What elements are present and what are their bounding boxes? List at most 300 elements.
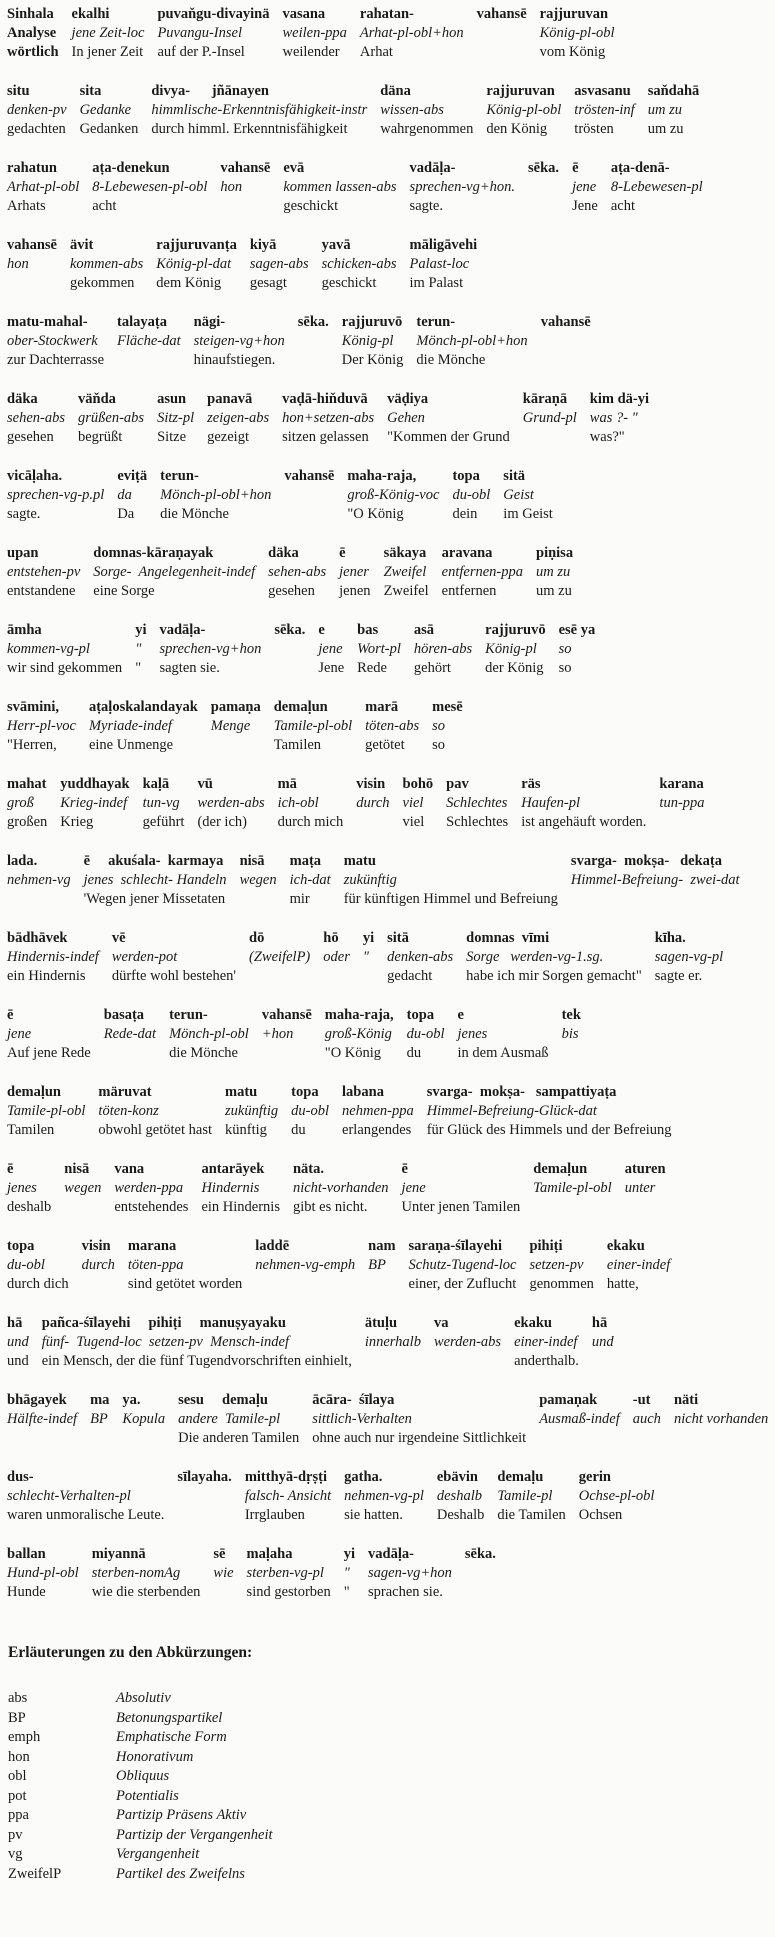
analysis-gloss: kommen-vg-pl [7, 641, 90, 657]
sinhala-word: yavā [321, 237, 351, 253]
german-gloss: genommen [529, 1276, 594, 1292]
sinhala-word: antarāyek [201, 1161, 265, 1177]
sinhala-word: topa [406, 1007, 435, 1023]
sinhala-word: ekaku [606, 1238, 645, 1254]
sinhala-word: mahat [7, 776, 47, 792]
german-gloss: In jener Zeit [71, 44, 144, 60]
abbreviation-code: pot [8, 1787, 27, 1804]
sinhala-word: sesu demaḷu [178, 1392, 268, 1408]
analysis-gloss: jenes [7, 1180, 37, 1196]
analysis-gloss: Myriade-indef [88, 718, 172, 734]
german-gloss: im Geist [503, 506, 553, 522]
sinhala-word: māligāvehi [409, 237, 478, 253]
gloss-column [42, 1314, 352, 1371]
gloss-column [178, 1391, 299, 1448]
german-gloss: entstehendes [114, 1199, 189, 1215]
sinhala-word: väňda [78, 391, 116, 407]
sinhala-word: dō [249, 930, 265, 946]
gloss-column [625, 1160, 666, 1217]
sinhala-word: vahansē [7, 237, 57, 253]
analysis-gloss: (ZweifelP) [249, 949, 311, 965]
sinhala-word: vahansē [284, 468, 335, 484]
german-gloss [220, 197, 270, 216]
german-gloss: großen [7, 814, 48, 830]
abbreviation-row [8, 1845, 771, 1865]
gloss-column [442, 544, 523, 601]
sinhala-word: kiyā [249, 237, 277, 253]
german-gloss: du [406, 1045, 422, 1061]
analysis-gloss: König-pl-obl [539, 25, 615, 41]
sinhala-word: mesē [432, 699, 463, 715]
gloss-column [7, 390, 65, 447]
sinhala-word: dus- [7, 1469, 34, 1485]
abbreviation-meaning: Betonungspartikel [116, 1709, 223, 1726]
german-gloss [323, 967, 350, 986]
sinhala-word: marā [365, 699, 399, 715]
gloss-column [298, 313, 329, 370]
analysis-gloss: sehen-abs [7, 410, 65, 426]
sinhala-word: karana [659, 776, 704, 792]
german-gloss: " [135, 660, 142, 676]
german-gloss [90, 1429, 109, 1448]
german-gloss: Krieg [60, 814, 94, 830]
german-gloss: Rede [357, 660, 387, 676]
analysis-gloss: nehmen-vg-pl [344, 1488, 424, 1504]
analysis-gloss: kommen-abs [69, 256, 144, 272]
sinhala-word: asun [157, 391, 187, 407]
gloss-column [7, 1314, 29, 1371]
analysis-gloss: um zu [536, 564, 571, 580]
german-gloss [674, 1429, 768, 1448]
gloss-column [90, 1391, 109, 1448]
german-gloss: gedacht [387, 968, 433, 984]
sinhala-word: yuddhayak [60, 776, 130, 792]
sinhala-word: bas [357, 622, 379, 638]
german-gloss: ist angehäuft worden. [521, 814, 647, 830]
analysis-gloss: sagen-vg-pl [654, 949, 724, 965]
sinhala-word: väḍiya [387, 391, 429, 407]
gloss-block [7, 236, 771, 293]
german-gloss: Schlechtes [446, 814, 509, 830]
gloss-column [284, 467, 334, 524]
analysis-gloss: nehmen-vg-emph [255, 1257, 356, 1273]
analysis-gloss: denken-pv [7, 102, 67, 118]
gloss-column [194, 313, 285, 370]
sinhala-word: kaḷā [142, 776, 170, 792]
sinhala-word: saraṇa-śīlayehi [408, 1238, 502, 1254]
analysis-gloss [298, 332, 329, 351]
sinhala-word: topa [7, 1238, 35, 1254]
sinhala-word: vana [114, 1161, 145, 1177]
analysis-gloss: himmlische-Erkenntnisfähigkeit-instr [151, 102, 368, 118]
german-gloss: so [432, 737, 446, 753]
sinhala-word: evā [283, 160, 305, 176]
german-gloss: die Mönche [160, 506, 229, 522]
german-gloss: gesehen [7, 429, 54, 445]
gloss-column [60, 775, 129, 832]
analysis-gloss: ober-Stockwerk [7, 333, 98, 349]
german-gloss: auf der P.-Insel [157, 44, 245, 60]
sinhala-word: ma [90, 1392, 110, 1408]
sinhala-word: topa [291, 1084, 319, 1100]
german-gloss: viel [402, 814, 425, 830]
sinhala-word: asvasanu [574, 83, 631, 99]
sinhala-word: bhāgayek [7, 1392, 67, 1408]
analysis-gloss: entstehen-pv [7, 564, 81, 580]
german-gloss [356, 813, 389, 832]
german-gloss: gesehen [268, 583, 315, 599]
german-gloss: acht [610, 198, 635, 214]
analysis-gloss: so [432, 718, 446, 734]
analysis-gloss: Sorge werden-vg-1.sg. [466, 949, 604, 965]
sinhala-word: mā [277, 776, 297, 792]
analysis-gloss: Gehen [387, 410, 425, 426]
analysis-gloss: " [362, 949, 369, 965]
sinhala-word: eviṭä [117, 468, 148, 484]
sinhala-word: gatha. [344, 1469, 383, 1485]
sinhala-word: puvaňgu-divayinä [157, 6, 270, 22]
german-gloss: und [7, 1353, 29, 1369]
gloss-column [7, 1391, 77, 1448]
analysis-gloss: Hälfte-indef [7, 1411, 78, 1427]
analysis-gloss: BP [368, 1257, 386, 1273]
german-gloss [274, 659, 305, 678]
gloss-block [7, 390, 771, 447]
sinhala-word: kāraṇā [522, 391, 568, 407]
gloss-column [514, 1314, 579, 1371]
german-gloss [477, 43, 527, 62]
sinhala-word: domnas-kāraṇayak [93, 545, 214, 561]
abbreviation-row [8, 1728, 771, 1748]
sinhala-word: ebävin [436, 1469, 478, 1485]
analysis-gloss: Himmel-Befreiung- zwei-dat [570, 872, 740, 888]
gloss-block [7, 698, 771, 755]
german-gloss [117, 351, 181, 370]
abbreviation-code: ZweifelP [8, 1865, 62, 1882]
gloss-column [477, 5, 527, 62]
german-gloss [434, 1352, 501, 1371]
german-gloss: sagte. [7, 506, 41, 522]
sinhala-word: esē ya [558, 622, 596, 638]
sinhala-word: yi [343, 1546, 355, 1562]
german-gloss: acht [92, 198, 117, 214]
gloss-column [559, 621, 596, 678]
sinhala-word: pamaṇa [210, 699, 261, 715]
german-gloss [633, 1429, 661, 1448]
analysis-gloss: Krieg-indef [60, 795, 128, 811]
sinhala-word: rahatan- [359, 6, 414, 22]
sinhala-word: vadāḷa- [368, 1546, 414, 1562]
analysis-gloss: hören-abs [413, 641, 473, 657]
gloss-column [177, 1468, 231, 1525]
analysis-gloss: sterben-nomAg [91, 1565, 181, 1581]
german-gloss: Jene [572, 198, 598, 214]
gloss-column [368, 1237, 395, 1294]
gloss-column [274, 621, 305, 678]
gloss-column [344, 852, 558, 909]
german-gloss [255, 1275, 355, 1294]
analysis-gloss: andere Tamile-pl [178, 1411, 281, 1427]
abbreviation-list [8, 1689, 771, 1884]
analysis-gloss: und [7, 1334, 29, 1350]
german-gloss [298, 351, 329, 370]
analysis-gloss: töten-ppa [127, 1257, 184, 1273]
german-gloss: gekommen [69, 275, 135, 291]
gloss-column [437, 1468, 485, 1525]
gloss-block [7, 929, 771, 986]
german-gloss [262, 1044, 312, 1063]
analysis-gloss: zukünftig [343, 872, 397, 888]
german-gloss: so [558, 660, 572, 676]
german-gloss: trösten [574, 121, 614, 137]
analysis-gloss: unter [624, 1180, 656, 1196]
analysis-gloss: sittlich-Verhalten [312, 1411, 412, 1427]
analysis-gloss: auch [632, 1411, 661, 1427]
german-gloss: sagte er. [654, 968, 703, 984]
analysis-gloss: Zweifel [383, 564, 427, 580]
german-gloss: Jene [318, 660, 345, 676]
analysis-gloss: Ochse-pl-obl [578, 1488, 655, 1504]
gloss-column [255, 1237, 355, 1294]
german-gloss: (der ich) [197, 814, 247, 830]
german-gloss: Zweifel [383, 583, 429, 599]
analysis-gloss: Haufen-pl [521, 795, 580, 811]
sinhala-word: demaḷun [273, 699, 328, 715]
gloss-block [7, 1160, 771, 1217]
abbreviation-row [8, 1865, 771, 1885]
sinhala-word: domnas vīmi [466, 930, 550, 946]
german-gloss: zur Dachterrasse [7, 352, 105, 368]
sinhala-word: demaḷun [7, 1084, 61, 1100]
analysis-gloss: groß-König-voc [347, 487, 440, 503]
gloss-column [529, 1237, 593, 1294]
sinhala-word: ē [7, 1161, 14, 1177]
analysis-gloss: Gedanke [79, 102, 132, 118]
german-gloss [7, 1429, 77, 1448]
gloss-column [84, 852, 227, 909]
german-gloss: Auf jene Rede [7, 1045, 91, 1061]
german-gloss: entfernen [441, 583, 497, 599]
gloss-column [93, 544, 255, 601]
analysis-gloss: Kopula [122, 1411, 166, 1427]
sinhala-word: rahatun [7, 160, 57, 176]
german-gloss: entstandene [7, 583, 76, 599]
gloss-column [7, 544, 80, 601]
gloss-column [7, 1545, 79, 1602]
german-gloss: Arhat [359, 44, 393, 60]
abbreviation-code: hon [8, 1748, 30, 1765]
sinhala-word: pañca-śīlayehi pihiṭi manuṣyayaku [41, 1315, 286, 1331]
analysis-gloss: Schlechtes [446, 795, 508, 811]
gloss-block [7, 159, 771, 216]
german-gloss [284, 505, 334, 524]
sinhala-word: säkaya [383, 545, 427, 561]
gloss-column [402, 1160, 521, 1217]
german-gloss: gedachten [7, 121, 66, 137]
gloss-column [592, 1314, 614, 1371]
row-labels-column [7, 5, 59, 62]
german-gloss [539, 1429, 620, 1448]
gloss-column [64, 1160, 101, 1217]
sinhala-word: märuvat [98, 1084, 152, 1100]
analysis-gloss: viel [402, 795, 424, 811]
sinhala-word: bohō [402, 776, 434, 792]
german-gloss [368, 1275, 395, 1294]
sinhala-word: vaḍā-hiňduvā [282, 391, 368, 407]
analysis-gloss [177, 1487, 231, 1506]
sinhala-word: āmha [7, 622, 42, 638]
gloss-column [368, 1545, 452, 1602]
gloss-column [590, 390, 649, 447]
german-gloss [82, 1275, 115, 1294]
sinhala-word: matu [225, 1084, 258, 1100]
german-gloss [533, 1198, 611, 1217]
analysis-gloss: was ?- " [589, 410, 638, 426]
analysis-gloss: Ausmaß-indef [539, 1411, 620, 1427]
gloss-column [387, 929, 453, 986]
german-gloss: du [291, 1122, 306, 1138]
analysis-gloss: einer-indef [606, 1257, 671, 1273]
sinhala-word: maḷaha [246, 1546, 293, 1562]
analysis-gloss: Wort-pl [357, 641, 401, 657]
analysis-gloss: innerhalb [364, 1334, 421, 1350]
gloss-column [117, 313, 181, 370]
german-gloss [7, 274, 57, 293]
abbreviation-row [8, 1709, 771, 1729]
gloss-column [503, 467, 553, 524]
sinhala-word: ē [401, 1161, 408, 1177]
gloss-column [7, 1083, 85, 1140]
analysis-gloss: jene [401, 1180, 426, 1196]
sinhala-word: sīlayaha. [177, 1469, 232, 1485]
german-gloss: waren unmoralische Leute. [7, 1507, 165, 1523]
sinhala-word: rajjuruvanṭa [156, 237, 237, 253]
analysis-gloss: Geist [503, 487, 534, 503]
german-gloss: gibt es nicht. [292, 1199, 368, 1215]
german-gloss: um zu [647, 121, 684, 137]
analysis-gloss: Schutz-Tugend-loc [408, 1257, 517, 1273]
gloss-column [157, 390, 194, 447]
analysis-gloss: nicht-vorhanden [292, 1180, 389, 1196]
analysis-gloss: sprechen-vg+hon [159, 641, 262, 657]
analysis-gloss: jene Zeit-loc [71, 25, 145, 41]
german-gloss: sagten sie. [159, 660, 220, 676]
gloss-column [344, 1545, 355, 1602]
gloss-column [117, 467, 147, 524]
sinhala-word: hā [591, 1315, 608, 1331]
sinhala-word: maha-raja, [324, 1007, 394, 1023]
gloss-column [7, 621, 122, 678]
gloss-block [7, 775, 771, 832]
abbreviation-row [8, 1826, 771, 1846]
gloss-column [318, 621, 344, 678]
german-gloss [7, 890, 71, 909]
sinhala-word: terun- [160, 468, 199, 484]
analysis-gloss: Mönch-pl-obl [169, 1026, 249, 1042]
german-gloss: Tamilen [7, 1122, 55, 1138]
german-gloss: begrüßt [78, 429, 123, 445]
gloss-column [7, 1237, 69, 1294]
gloss-block [7, 313, 771, 370]
german-gloss [592, 1352, 614, 1371]
german-gloss: sie hatten. [344, 1507, 403, 1523]
analysis-gloss: Tamile-pl-obl [273, 718, 353, 734]
german-gloss: wörtlich [7, 44, 59, 60]
gloss-column [403, 775, 434, 832]
analysis-gloss: Analyse [7, 25, 57, 41]
analysis-gloss: Fläche-dat [117, 333, 181, 349]
sinhala-word: basaṭa [103, 1007, 145, 1023]
analysis-gloss [528, 178, 559, 197]
analysis-gloss: hon [220, 179, 243, 195]
analysis-gloss: durch [356, 795, 390, 811]
sinhala-word: piṇisa [536, 545, 574, 561]
analysis-gloss: schlecht-Verhalten-pl [7, 1488, 131, 1504]
gloss-column [357, 621, 401, 678]
gloss-column [365, 1314, 421, 1371]
german-gloss [625, 1198, 666, 1217]
german-gloss [659, 813, 704, 832]
gloss-column [157, 5, 269, 62]
analysis-gloss: schicken-abs [321, 256, 397, 272]
analysis-gloss: töten-abs [365, 718, 420, 734]
analysis-gloss [284, 486, 334, 505]
sinhala-word: aravana [441, 545, 493, 561]
gloss-column [240, 852, 277, 909]
sinhala-word: mitthyā-dṛṣṭi [244, 1469, 327, 1485]
sinhala-word: däka [7, 391, 38, 407]
sinhala-word: ekaku [514, 1315, 552, 1331]
gloss-column [122, 1391, 165, 1448]
gloss-column [325, 1006, 394, 1063]
analysis-gloss: du-obl [452, 487, 491, 503]
gloss-block [7, 621, 771, 678]
german-gloss [213, 1583, 233, 1602]
gloss-column [7, 852, 71, 909]
gloss-column [539, 1391, 620, 1448]
german-gloss: geschickt [283, 198, 339, 214]
sinhala-word: lada. [7, 853, 38, 869]
gloss-column [143, 775, 185, 832]
analysis-gloss: Hund-pl-obl [7, 1565, 79, 1581]
gloss-block [7, 1391, 771, 1448]
analysis-gloss: wissen-abs [380, 102, 444, 118]
analysis-gloss: jenes schlecht- Handeln [83, 872, 227, 888]
analysis-gloss: Palast-loc [409, 256, 470, 272]
sinhala-word: e [457, 1007, 464, 1023]
gloss-column [112, 929, 236, 986]
gloss-column [465, 1545, 496, 1602]
analysis-gloss: und [591, 1334, 614, 1350]
gloss-column [159, 621, 261, 678]
german-gloss: dem König [156, 275, 222, 291]
german-gloss: die Tamilen [497, 1507, 566, 1523]
gloss-column [347, 467, 439, 524]
analysis-gloss: König-pl [485, 641, 537, 657]
gloss-column [135, 621, 146, 678]
sinhala-word: bādhāvek [7, 930, 68, 946]
gloss-column [282, 390, 374, 447]
german-gloss: 'Wegen jener Missetaten [83, 891, 226, 907]
german-gloss: "Herren, [7, 737, 57, 753]
german-gloss [64, 1198, 101, 1217]
analysis-gloss: " [135, 641, 142, 657]
gloss-column [521, 775, 646, 832]
gloss-block [7, 1545, 771, 1602]
german-gloss: die Mönche [169, 1045, 238, 1061]
analysis-gloss: setzen-pv [529, 1257, 584, 1273]
analysis-gloss: nehmen-vg [7, 872, 71, 888]
